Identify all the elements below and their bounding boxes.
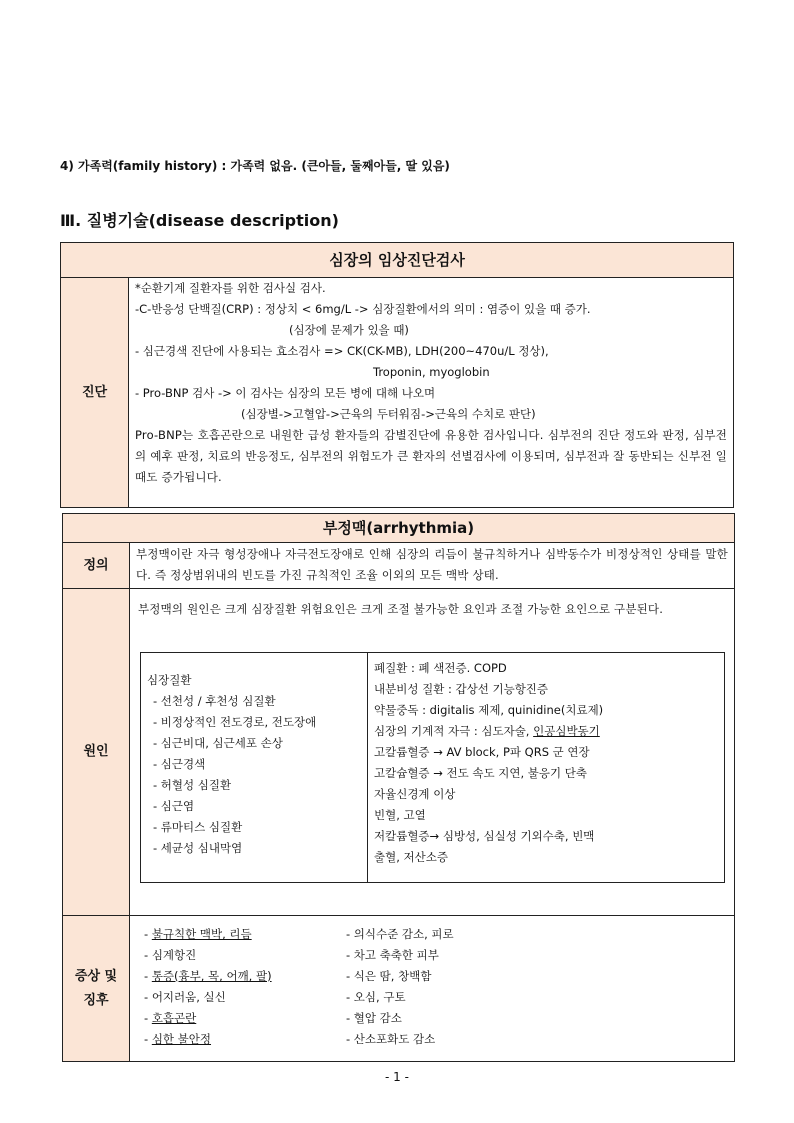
diagnosis-line: (심장에 문제가 있을 때) (289, 323, 409, 337)
diagnosis-line: -C-반응성 단백질(CRP) : 정상치 < 6mg/L -> 심장질환에서의 의미 : 염증이 있을 때 증가. (135, 302, 591, 316)
symptom-item: - 오심, 구토 (346, 990, 406, 1004)
other-cause (374, 721, 603, 742)
cardiac-title: 심장질환 (147, 673, 192, 687)
arrhythmia-table (62, 513, 735, 1062)
symptom-item (144, 945, 344, 966)
symptom-item (144, 924, 344, 945)
symptom-item: - 식은 땀, 창백함 (346, 969, 432, 983)
symptom-bullet: - (144, 1011, 152, 1025)
cause-content (130, 589, 735, 916)
cardiac-causes (141, 653, 368, 882)
other-cause: 자율신경계 이상 (374, 787, 456, 801)
symptom-item (144, 987, 344, 1008)
other-cause: 내분비성 질환 : 갑상선 기능항진증 (374, 682, 549, 696)
pro-bnp-paragraph: Pro-BNP는 호흡곤란으로 내원한 급성 환자들의 감별진단에 유용한 검사입니다. 심부전의 진단 정도와 판정, 심부전의 예후 판정, 치료의 반응정도, 심부전의 위험도가 큰 환자의 선별검사에 이용되며, 심부전과 잘 동반되는 신부전 일때도 증가됩니다. (135, 428, 728, 484)
symptom-label-line: 증상 및 (74, 968, 118, 984)
symptom-bullet: - (144, 948, 152, 962)
cardiac-item: - 심근염 (153, 799, 195, 813)
arrhythmia-table-title: 부정맥(arrhythmia) (63, 514, 735, 543)
cardiac-item: - 허혈성 심질환 (153, 778, 232, 792)
cardiac-item: - 선천성 / 후천성 심질환 (153, 694, 276, 708)
symptoms-left (144, 924, 344, 1050)
symptom-text: 어지러움, 실신 (151, 990, 226, 1004)
symptom-label-line: 징후 (83, 992, 109, 1008)
symptom-item: - 차고 축축한 피부 (346, 948, 439, 962)
other-cause: 약물중독 : digitalis 제제, quinidine(치료제) (374, 703, 604, 717)
diagnosis-line: Troponin, myoglobin (373, 365, 490, 379)
other-cause: 폐질환 : 폐 색전증. COPD (374, 661, 507, 675)
cardiac-item: - 비정상적인 전도경로, 전도장애 (153, 715, 317, 729)
symptom-text: 심계항진 (151, 948, 197, 962)
symptom-bullet: - (144, 927, 152, 941)
cardiac-item: - 심근비대, 심근세포 손상 (153, 736, 283, 750)
cardiac-item: - 류마티스 심질환 (153, 820, 243, 834)
symptom-text: 심한 불안정 (151, 1032, 212, 1046)
symptom-text: 호흡곤란 (151, 1011, 197, 1025)
cause-intro: 부정맥의 원인은 크게 심장질환 위험요인은 크게 조절 불가능한 요인과 조절 가능한 요인으로 구분된다. (138, 602, 664, 616)
other-cause: 빈혈, 고열 (374, 808, 426, 822)
page-number: - 1 - (385, 1070, 409, 1084)
other-cause: 저칼륨혈증→ 심방성, 심실성 기외수축, 빈맥 (374, 829, 595, 843)
symptom-text: 불규칙한 맥박, 리듬 (151, 927, 252, 941)
other-cause-text: 심장의 기계적 자극 : 심도자술, (374, 724, 534, 738)
symptom-item (144, 1008, 344, 1029)
symptom-item (144, 966, 344, 987)
symptom-item: - 혈압 감소 (346, 1011, 402, 1025)
symptom-text: 통증(흉부, 목, 어깨, 팔) (151, 969, 272, 983)
symptom-bullet: - (144, 1032, 152, 1046)
cause-label: 원인 (63, 589, 130, 916)
other-cause: 출혈, 저산소증 (374, 850, 448, 864)
symptom-item: - 산소포화도 감소 (346, 1032, 436, 1046)
diagnosis-line: - Pro-BNP 검사 -> 이 검사는 심장의 모든 병에 대해 나오며 (135, 386, 436, 400)
symptom-bullet: - (144, 990, 152, 1004)
pacemaker-text: 인공심박동기 (533, 724, 600, 738)
diagnosis-label: 진단 (61, 278, 129, 508)
symptom-bullet: - (144, 969, 152, 983)
diagnosis-line: - 심근경색 진단에 사용되는 효소검사 => CK(CK-MB), LDH(200~470u/L 정상), (135, 344, 549, 358)
symptom-label (63, 916, 130, 1062)
symptom-content (130, 916, 735, 1062)
diagnosis-table-title: 심장의 임상진단검사 (61, 243, 734, 278)
definition-text: 부정맥이란 자극 형성장애나 자극전도장애로 인해 심장의 리듬이 불규칙하거나 심박동수가 비정상적인 상태를 말한다. 즉 정상범위내의 빈도를 가진 규칙적인 조율 이외의 모든 맥박 상태. (136, 547, 728, 582)
cause-box (140, 652, 725, 883)
other-cause: 고칼슘혈증 → 전도 속도 지연, 불응기 단축 (374, 766, 587, 780)
symptom-item (144, 1029, 344, 1050)
other-cause: 고칼륨혈증 → AV block, P파 QRS 군 연장 (374, 745, 590, 759)
cardiac-item: - 심근경색 (153, 757, 206, 771)
diagnosis-table (60, 242, 734, 508)
family-history: 4) 가족력(family history) : 가족력 없음. (큰아들, 둘째아들, 딸 있음) (60, 159, 450, 173)
section-title: Ⅲ. 질병기술(disease description) (60, 211, 339, 230)
diagnosis-content (129, 278, 734, 508)
cardiac-item: - 세균성 심내막염 (153, 841, 243, 855)
definition-label: 정의 (63, 543, 130, 589)
diagnosis-line: *순환기계 질환자를 위한 검사실 검사. (135, 281, 326, 295)
symptoms-right (346, 924, 546, 1050)
symptom-item: - 의식수준 감소, 피로 (346, 927, 454, 941)
diagnosis-line: (심장별->고혈압->근육의 두터워짐->근육의 수치로 판단) (241, 407, 536, 421)
